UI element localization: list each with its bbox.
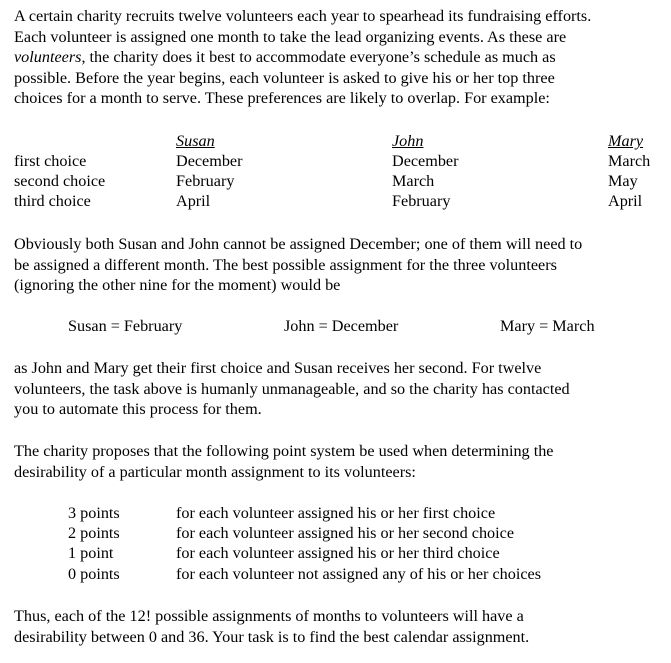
paragraph-line: you to automate this process for them. [14,400,262,419]
paragraph-line: Obviously both Susan and John cannot be assigned December; one of them will need to [14,235,583,253]
paragraph-line: desirability of a particular month assignment to its volunteers: [14,462,416,481]
table-cell: February [176,172,235,190]
row-label-first: first choice [14,152,87,170]
intro-line: volunteers, the charity does it best to accommodate everyone’s schedule as much as [14,48,556,67]
table-cell: December [176,152,243,170]
intro-paragraph [14,6,666,109]
point-score: 0 points [68,565,120,583]
intro-line: choices for a month to serve. These preferences are likely to overlap. For example: [14,89,550,108]
conflict-paragraph [14,234,666,296]
table-cell: December [392,152,459,170]
intro-line: A certain charity recruits twelve volunteers each year to spearhead its fundraising efforts. [14,7,592,25]
paragraph-line: as John and Mary get their first choice and Susan receives her second. For twelve [14,359,542,377]
assignment-john: John = December [284,317,399,335]
closing-paragraph [14,606,666,647]
point-score: 2 points [68,524,120,542]
volunteers-emphasis: volunteers [14,48,82,67]
assignment-susan: Susan = February [68,317,183,335]
points-intro-paragraph [14,441,666,482]
row-label-third: third choice [14,192,91,210]
assignment-mary: Mary = March [500,317,595,335]
table-cell: May [608,172,638,190]
explanation-paragraph [14,358,666,420]
paragraph-line: be assigned a different month. The best possible assignment for the three volunteers [14,255,557,274]
table-cell: April [176,192,211,210]
row-label-second: second choice [14,172,106,190]
paragraph-line: volunteers, the task above is humanly unmanageable, and so the charity has contacted [14,379,570,398]
point-description: for each volunteer not assigned any of his or her choices [176,565,541,583]
intro-line: Each volunteer is assigned one month to take the lead organizing events. As these are [14,27,567,46]
table-cell: April [608,192,643,210]
column-header-john: John [392,132,424,150]
paragraph-line: Thus, each of the 12! possible assignments of months to volunteers will have a [14,607,524,625]
paragraph-line: desirability between 0 and 36. Your task is to find the best calendar assignment. [14,627,530,646]
column-header-mary: Mary [608,132,644,150]
paragraph-line: The charity proposes that the following point system be used when determining the [14,442,554,460]
table-cell: February [392,192,451,210]
paragraph-line: (ignoring the other nine for the moment) would be [14,276,341,295]
point-description: for each volunteer assigned his or her first choice [176,504,496,522]
point-description: for each volunteer assigned his or her third choice [176,544,500,562]
point-score: 1 point [68,544,114,562]
table-cell: March [392,172,435,190]
intro-line: possible. Before the year begins, each volunteer is asked to give his or her top three [14,68,555,87]
point-score: 3 points [68,504,120,522]
point-description: for each volunteer assigned his or her second choice [176,524,515,542]
column-header-susan: Susan [176,132,215,150]
table-cell: March [608,152,651,170]
